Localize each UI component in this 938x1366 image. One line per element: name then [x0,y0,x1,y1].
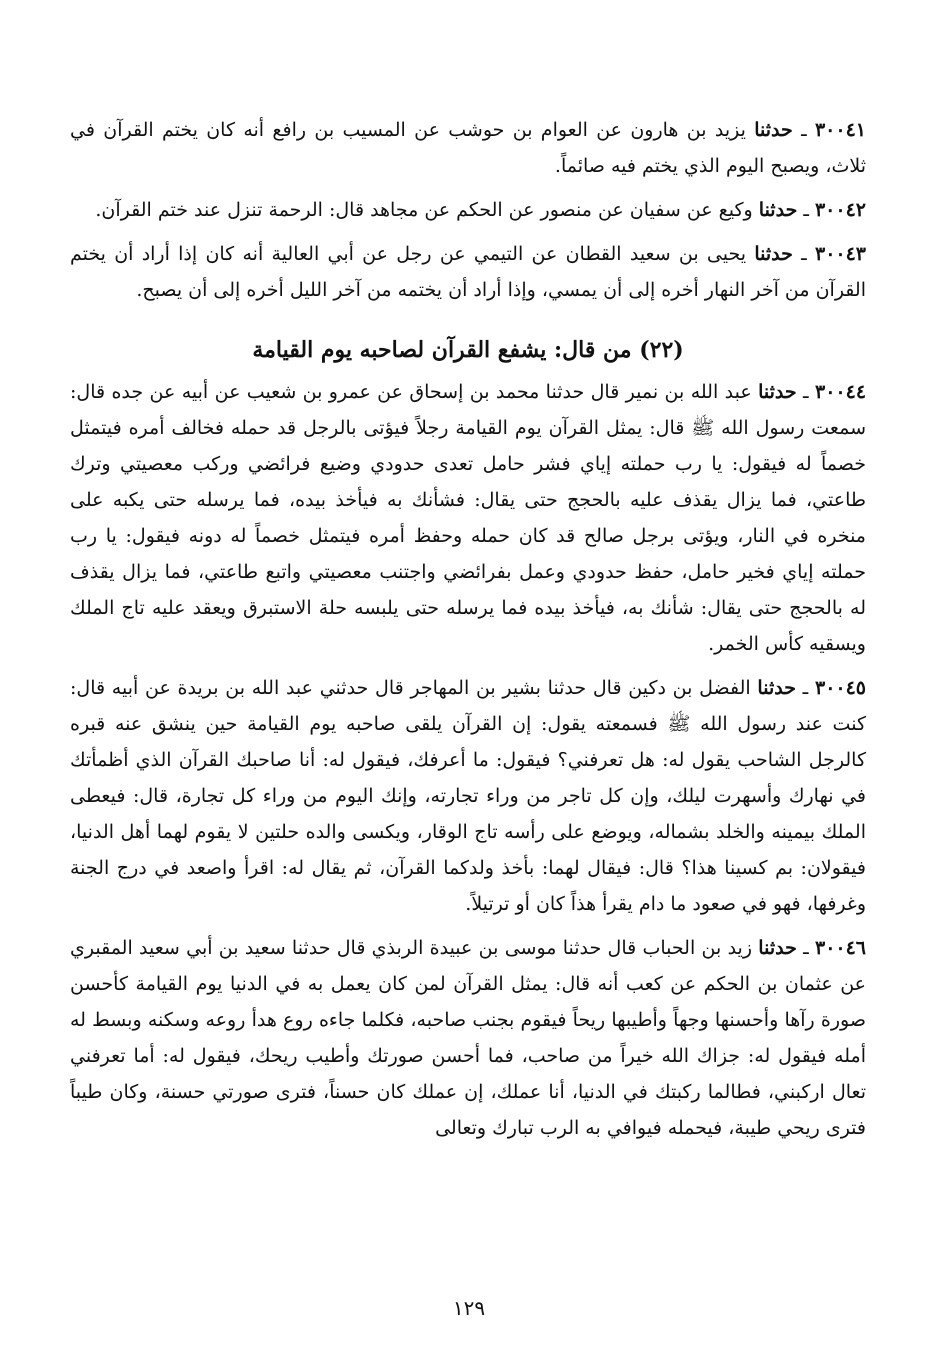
hadith-paragraph-5 [70,670,866,922]
dash: ـ [796,937,809,959]
hadith-paragraph-4 [70,374,866,662]
hadith-text: الفضل بن دكين قال حدثنا بشير بن المهاجر قال حدثني عبد الله بن بريدة عن أبيه قال: كنت عند رسول الله ﷺ فسمعته يقول: إن القرآن يلقى صاحبه يوم القيامة حين ينشق عنه قبره كالرجل الشاحب يقول له: هل تعرفني؟ فيقول: ما أعرفك، فيقول له: أنا صاحبك القرآن الذي أظمأتك في نهارك وأسهرت ليلك، وإن كل تاجر من وراء تجارته، وإنك اليوم من وراء كل تجارة، قال: فيعطى الملك بيمينه والخلد بشماله، ويوضع على رأسه تاج الوقار، ويكسى والده حلتين لا يقوم لهما أهل الدنيا، فيقولان: بم كسينا هذا؟ قال: فيقال لهما: بأخذ ولدكما القرآن، ثم يقال له: اقرأ واصعد في درج الجنة وغرفها، فهو في صعود ما دام يقرأ هذاً كان أو ترتيلاً. [70,677,866,915]
dash: ـ [795,677,809,699]
hadith-paragraph-3 [70,236,866,308]
hadith-text: يزيد بن هارون عن العوام بن حوشب عن المسيب بن رافع أنه كان يختم القرآن في ثلاث، ويصبح اليوم الذي يختم فيه صائماً. [70,119,866,177]
hadith-paragraph-6 [70,930,866,1146]
hadith-text: وكيع عن سفيان عن منصور عن الحكم عن مجاهد قال: الرحمة تنزل عند ختم القرآن. [95,199,753,221]
hadith-number: ٣٠٠٤٥ [814,677,867,699]
dash: ـ [792,243,807,265]
hadith-lead: حدثنا [754,119,793,141]
dash: ـ [797,199,809,221]
hadith-number: ٣٠٠٤٣ [814,243,867,265]
hadith-number: ٣٠٠٤٢ [814,199,866,221]
hadith-number: ٣٠٠٤٤ [815,381,867,403]
page-number: ١٢٩ [452,1296,486,1320]
hadith-lead: حدثنا [758,937,797,959]
hadith-paragraph-2 [70,192,866,228]
hadith-lead: حدثنا [754,243,793,265]
hadith-lead: حدثنا [758,199,798,221]
page-body [70,112,866,1154]
hadith-paragraph-1 [70,112,866,184]
hadith-lead: حدثنا [758,381,797,403]
hadith-text: يحيى بن سعيد القطان عن التيمي عن رجل عن أبي العالية أنه كان إذا أراد أن يختم القرآن من آخر النهار أخره إلى أن يمسي، وإذا أراد أن يختمه من آخر الليل أخره إلى أن يصبح. [70,243,866,301]
hadith-text: زيد بن الحباب قال حدثنا موسى بن عبيدة الربذي قال حدثنا سعيد بن أبي سعيد المقبري عن عثمان بن الحكم عن كعب أنه قال: يمثل القرآن لمن كان يعمل به في الدنيا يوم القيامة كأحسن صورة رآها وأحسنها وجهاً وأطيبها ريحاً فيقوم بجنب صاحبه، فكلما جاءه روع هدأ روعه وسكنه وبسط له أمله فيقول له: جزاك الله خيراً من صاحب، فما أحسن صورتك وأطيب ريحك، فيقول له: أما تعرفني تعال اركبني، فطالما ركبتك في الدنيا، أنا عملك، إن عملك كان حسناً، فترى صورتي حسنة، وكان طيباً فترى ريحي طيبة، فيحمله فيوافي به الرب تبارك وتعالى [70,937,866,1139]
hadith-number: ٣٠٠٤١ [814,119,866,141]
hadith-lead: حدثنا [757,677,796,699]
dash: ـ [792,119,807,141]
hadith-text: عبد الله بن نمير قال حدثنا محمد بن إسحاق عن عمرو بن شعيب عن أبيه عن جده قال: سمعت رسول الله ﷺ قال: يمثل القرآن يوم القيامة رجلاً فيؤتى بالرجل قد حمله فخالف أمره فيتمثل خصماً له فيقول: يا رب حملته إياي فشر حامل تعدى حدودي وضيع فرائضي وركب معصيتي وترك طاعتي، فما يزال يقذف عليه بالحجج حتى يقال: فشأنك به فيأخذ بيده، فما يرسله حتى يكبه على منخره في النار، ويؤتى برجل صالح قد كان حمله وحفظ أمره فيتمثل خصماً له دونه فيقول: يا رب حملته إياي فخير حامل، حفظ حدودي وعمل بفرائضي واجتنب معصيتي واتبع طاعتي، فما يزال يقذف له بالحجج حتى يقال: شأنك به، فيأخذ بيده فما يرسله حتى يلبسه حلة الاستبرق ويعقد عليه تاج الملك ويسقيه كأس الخمر. [70,381,866,655]
section-heading: (٢٢) من قال: يشفع القرآن لصاحبه يوم القيامة [252,337,684,363]
hadith-number: ٣٠٠٤٦ [814,937,867,959]
dash: ـ [796,381,809,403]
